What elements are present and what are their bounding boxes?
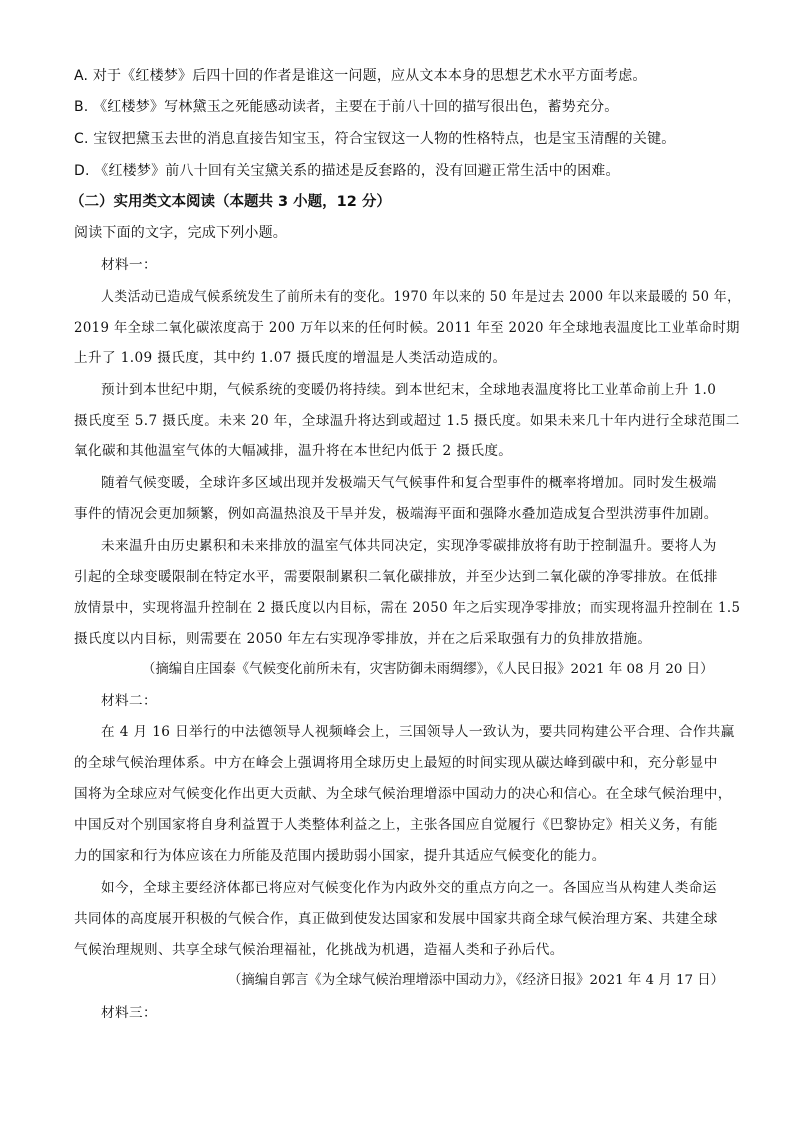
material2-line: 力的国家和行为体应该在力所能及范围内援助弱小国家，提升其适应气候变化的能力。 bbox=[74, 848, 606, 864]
option-b: B. 《红楼梦》写林黛玉之死能感动读者，主要在于前八十回的描写很出色，蓄势充分。 bbox=[74, 99, 619, 115]
material2-line: 共同体的高度展开积极的气候合作，真正做到使发达国家和发展中国家共商全球气候治理方案、共建全球 bbox=[74, 911, 718, 927]
material1-line: 放情景中，实现将温升控制在 2 摄氏度以内目标，需在 2050 年之后实现净零排放；而实现将温升控制在 1.5 bbox=[74, 600, 741, 616]
material1-line: 引起的全球变暖限制在特定水平，需要限制累积二氧化碳排放，并至少达到二氧化碳的净零排放。在低排 bbox=[74, 569, 718, 585]
material1-line: 预计到本世纪中期，气候系统的变暖仍将持续。到本世纪末，全球地表温度将比工业革命前上升 1.0 bbox=[101, 382, 717, 398]
material1-line: 上升了 1.09 摄氏度，其中约 1.07 摄氏度的增温是人类活动造成的。 bbox=[74, 350, 507, 366]
option-d: D. 《红楼梦》前八十回有关宝黛关系的描述是反套路的，没有回避正常生活中的困难。 bbox=[74, 163, 620, 179]
material1-line: 事件的情况会更加频繁，例如高温热浪及干旱并发，极端海平面和强降水叠加造成复合型洪涝事件加剧。 bbox=[74, 506, 718, 522]
material2-line: 如今，全球主要经济体都已将应对气候变化作为内政外交的重点方向之一。各国应当从构建人类命运 bbox=[101, 880, 717, 896]
material2-line: 气候治理规则、共享全球气候治理福祉，化挑战为机遇，造福人类和子孙后代。 bbox=[74, 942, 564, 958]
material1-line: 摄氏度以内目标，则需要在 2050 年左右实现净零排放，并在之后采取强有力的负排放措施。 bbox=[74, 631, 652, 647]
material1-line: 2019 年全球二氧化碳浓度高于 200 万年以来的任何时候。2011 年至 2020 年全球地表温度比工业革命时期 bbox=[74, 320, 740, 336]
material1-line: 摄氏度至 5.7 摄氏度。未来 20 年，全球温升将达到或超过 1.5 摄氏度。如果未来几十年内进行全球范围二 bbox=[74, 413, 740, 429]
section-title: （二）实用类文本阅读（本题共 3 小题，12 分） bbox=[70, 194, 391, 210]
material1-line: 随着气候变暖，全球许多区域出现并发极端天气气候事件和复合型事件的概率将增加。同时发生极端 bbox=[101, 475, 717, 491]
section-instruction: 阅读下面的文字，完成下列小题。 bbox=[74, 225, 287, 241]
material1-line: 人类活动已造成气候系统发生了前所未有的变化。1970 年以来的 50 年是过去 2000 年以来最暖的 50 年， bbox=[101, 289, 741, 305]
material2-line: 的全球气候治理体系。中方在峰会上强调将用全球历史上最短的时间实现从碳达峰到碳中和，充分彰显中 bbox=[74, 755, 718, 771]
material3-label: 材料三： bbox=[101, 1005, 157, 1021]
material1-source: （摘编自庄国泰《气候变化前所未有，灾害防御未雨绸缪》，《人民日报》2021 年 08 月 20 日） bbox=[142, 662, 714, 677]
material2-line: 国将为全球应对气候变化作出更大贡献、为全球气候治理增添中国动力的决心和信心。在全球气候治理中， bbox=[74, 786, 732, 802]
material1-line: 未来温升由历史累积和未来排放的温室气体共同决定，实现净零碳排放将有助于控制温升。要将人为 bbox=[101, 538, 717, 554]
material2-source: （摘编自郭言《为全球气候治理增添中国动力》，《经济日报》2021 年 4 月 17 日） bbox=[228, 973, 725, 988]
option-a: A. 对于《红楼梦》后四十回的作者是谁这一问题，应从文本本身的思想艺术水平方面考虑。 bbox=[74, 68, 647, 84]
material1-line: 氧化碳和其他温室气体的大幅减排，温升将在本世纪内低于 2 摄氏度。 bbox=[74, 443, 513, 459]
material2-label: 材料二： bbox=[101, 693, 157, 709]
option-c: C. 宝钗把黛玉去世的消息直接告知宝玉，符合宝钗这一人物的性格特点，也是宝玉清醒的关键。 bbox=[74, 131, 676, 147]
material2-line: 在 4 月 16 日举行的中法德领导人视频峰会上，三国领导人一致认为，要共同构建公平合理、合作共赢 bbox=[101, 724, 735, 740]
material1-label: 材料一： bbox=[101, 257, 157, 273]
material2-line: 中国反对个别国家将自身利益置于人类整体利益之上，主张各国应自觉履行《巴黎协定》相关义务，有能 bbox=[74, 817, 718, 833]
